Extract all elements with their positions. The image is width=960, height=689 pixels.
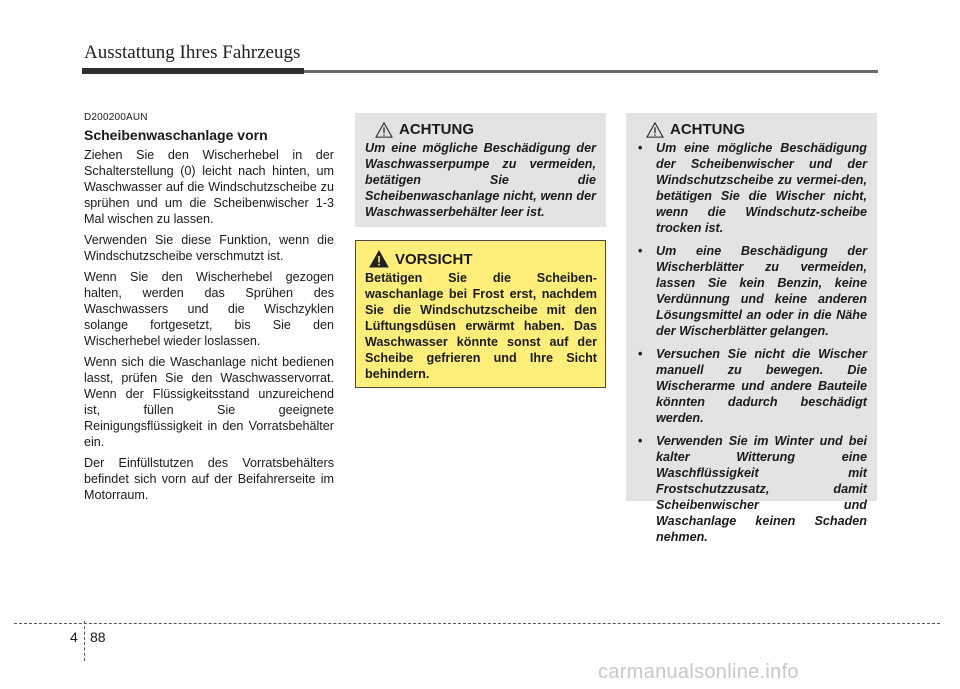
footer-divider (84, 621, 85, 661)
paragraph: Der Einfüllstutzen des Vorratsbehälters befindet sich vorn auf der Beifahrerseite im Motorraum. (84, 456, 334, 502)
achtung-box-wipers (626, 113, 877, 544)
paragraph: Ziehen Sie den Wischerhebel in der Schalterstellung (0) leicht nach hinten, um Waschwasser auf die Windschutzscheibe zu sprühen und um die Scheibenwischer 1-3 Mal wischen zu lassen. (84, 148, 334, 226)
page-header-title: Ausstattung Ihres Fahrzeugs (84, 42, 301, 63)
achtung-text: Um eine mögliche Beschädigung der Waschwasserpumpe zu vermeiden, betätigen Sie die Scheibenwaschanlage nicht, wenn der Waschwasserbehälter leer ist. (365, 141, 596, 219)
warning-triangle-icon (646, 122, 664, 138)
achtung-title (636, 121, 867, 138)
section-heading: Scheibenwaschanlage vorn (84, 127, 268, 143)
achtung-list (636, 140, 867, 545)
section-code: D200200AUN (84, 112, 148, 123)
footer-rule (14, 623, 940, 624)
header-rule-accent (82, 68, 304, 74)
achtung-title (365, 121, 596, 138)
vorsicht-text: Betätigen Sie die Scheiben-waschanlage bei Frost erst, nachdem Sie die Windschutzscheibe mit den Lüftungsdüsen erwärmt haben. Das Waschwasser könnte sonst auf der Scheibe gefrieren und Ihre Sicht behindern. (365, 271, 597, 381)
paragraph: Wenn sich die Waschanlage nicht bedienen lasst, prüfen Sie den Waschwasservorrat. Wenn der Flüssigkeitsstand unzureichend ist, füllen Sie geeignete Reinigungsflüssigkeit in den Vorratsbehälter ein. (84, 355, 334, 449)
page-number: 88 (90, 629, 106, 645)
warning-triangle-icon (369, 250, 389, 268)
vorsicht-box (355, 240, 606, 388)
vorsicht-label: VORSICHT (395, 250, 473, 268)
warning-triangle-icon (375, 122, 393, 138)
paragraph: Wenn Sie den Wischerhebel gezogen halten, werden das Sprühen des Waschwassers und die Wischzyklen solange fortgesetzt, bis Sie den Wischerhebel wieder loslassen. (84, 270, 334, 348)
list-item: • Versuchen Sie nicht die Wischer manuell zu bewegen. Die Wischerarme und andere Bauteile könnten dadurch beschädigt werden. (638, 347, 867, 425)
list-item: • Verwenden Sie im Winter und bei kalter Witterung eine Waschflüssigkeit mit Frostschutzzusatz, damit Scheibenwischer und Waschanlage keinen Schaden nehmen. (638, 434, 867, 544)
paragraph: Verwenden Sie diese Funktion, wenn die Windschutzscheibe verschmutzt ist. (84, 233, 334, 263)
list-item: • Um eine Beschädigung der Wischerblätter zu vermeiden, lassen Sie kein Benzin, keine Verdünnung und keine anderen Lösungsmittel an oder in die Nähe der Wischerblätter gelangen. (638, 244, 867, 338)
achtung-label: ACHTUNG (670, 121, 745, 138)
vorsicht-title (365, 250, 597, 268)
main-column (84, 112, 334, 508)
achtung-box-pump (355, 113, 606, 227)
chapter-number: 4 (70, 629, 78, 645)
list-item: • Um eine mögliche Beschädigung der Scheibenwischer und der Windschutzscheibe zu vermei-den, betätigen Sie die Wischer nicht, wenn die Windschutz-scheibe trocken ist. (638, 141, 867, 235)
watermark: carmanualsonline.info (598, 661, 799, 683)
achtung-label: ACHTUNG (399, 121, 474, 138)
